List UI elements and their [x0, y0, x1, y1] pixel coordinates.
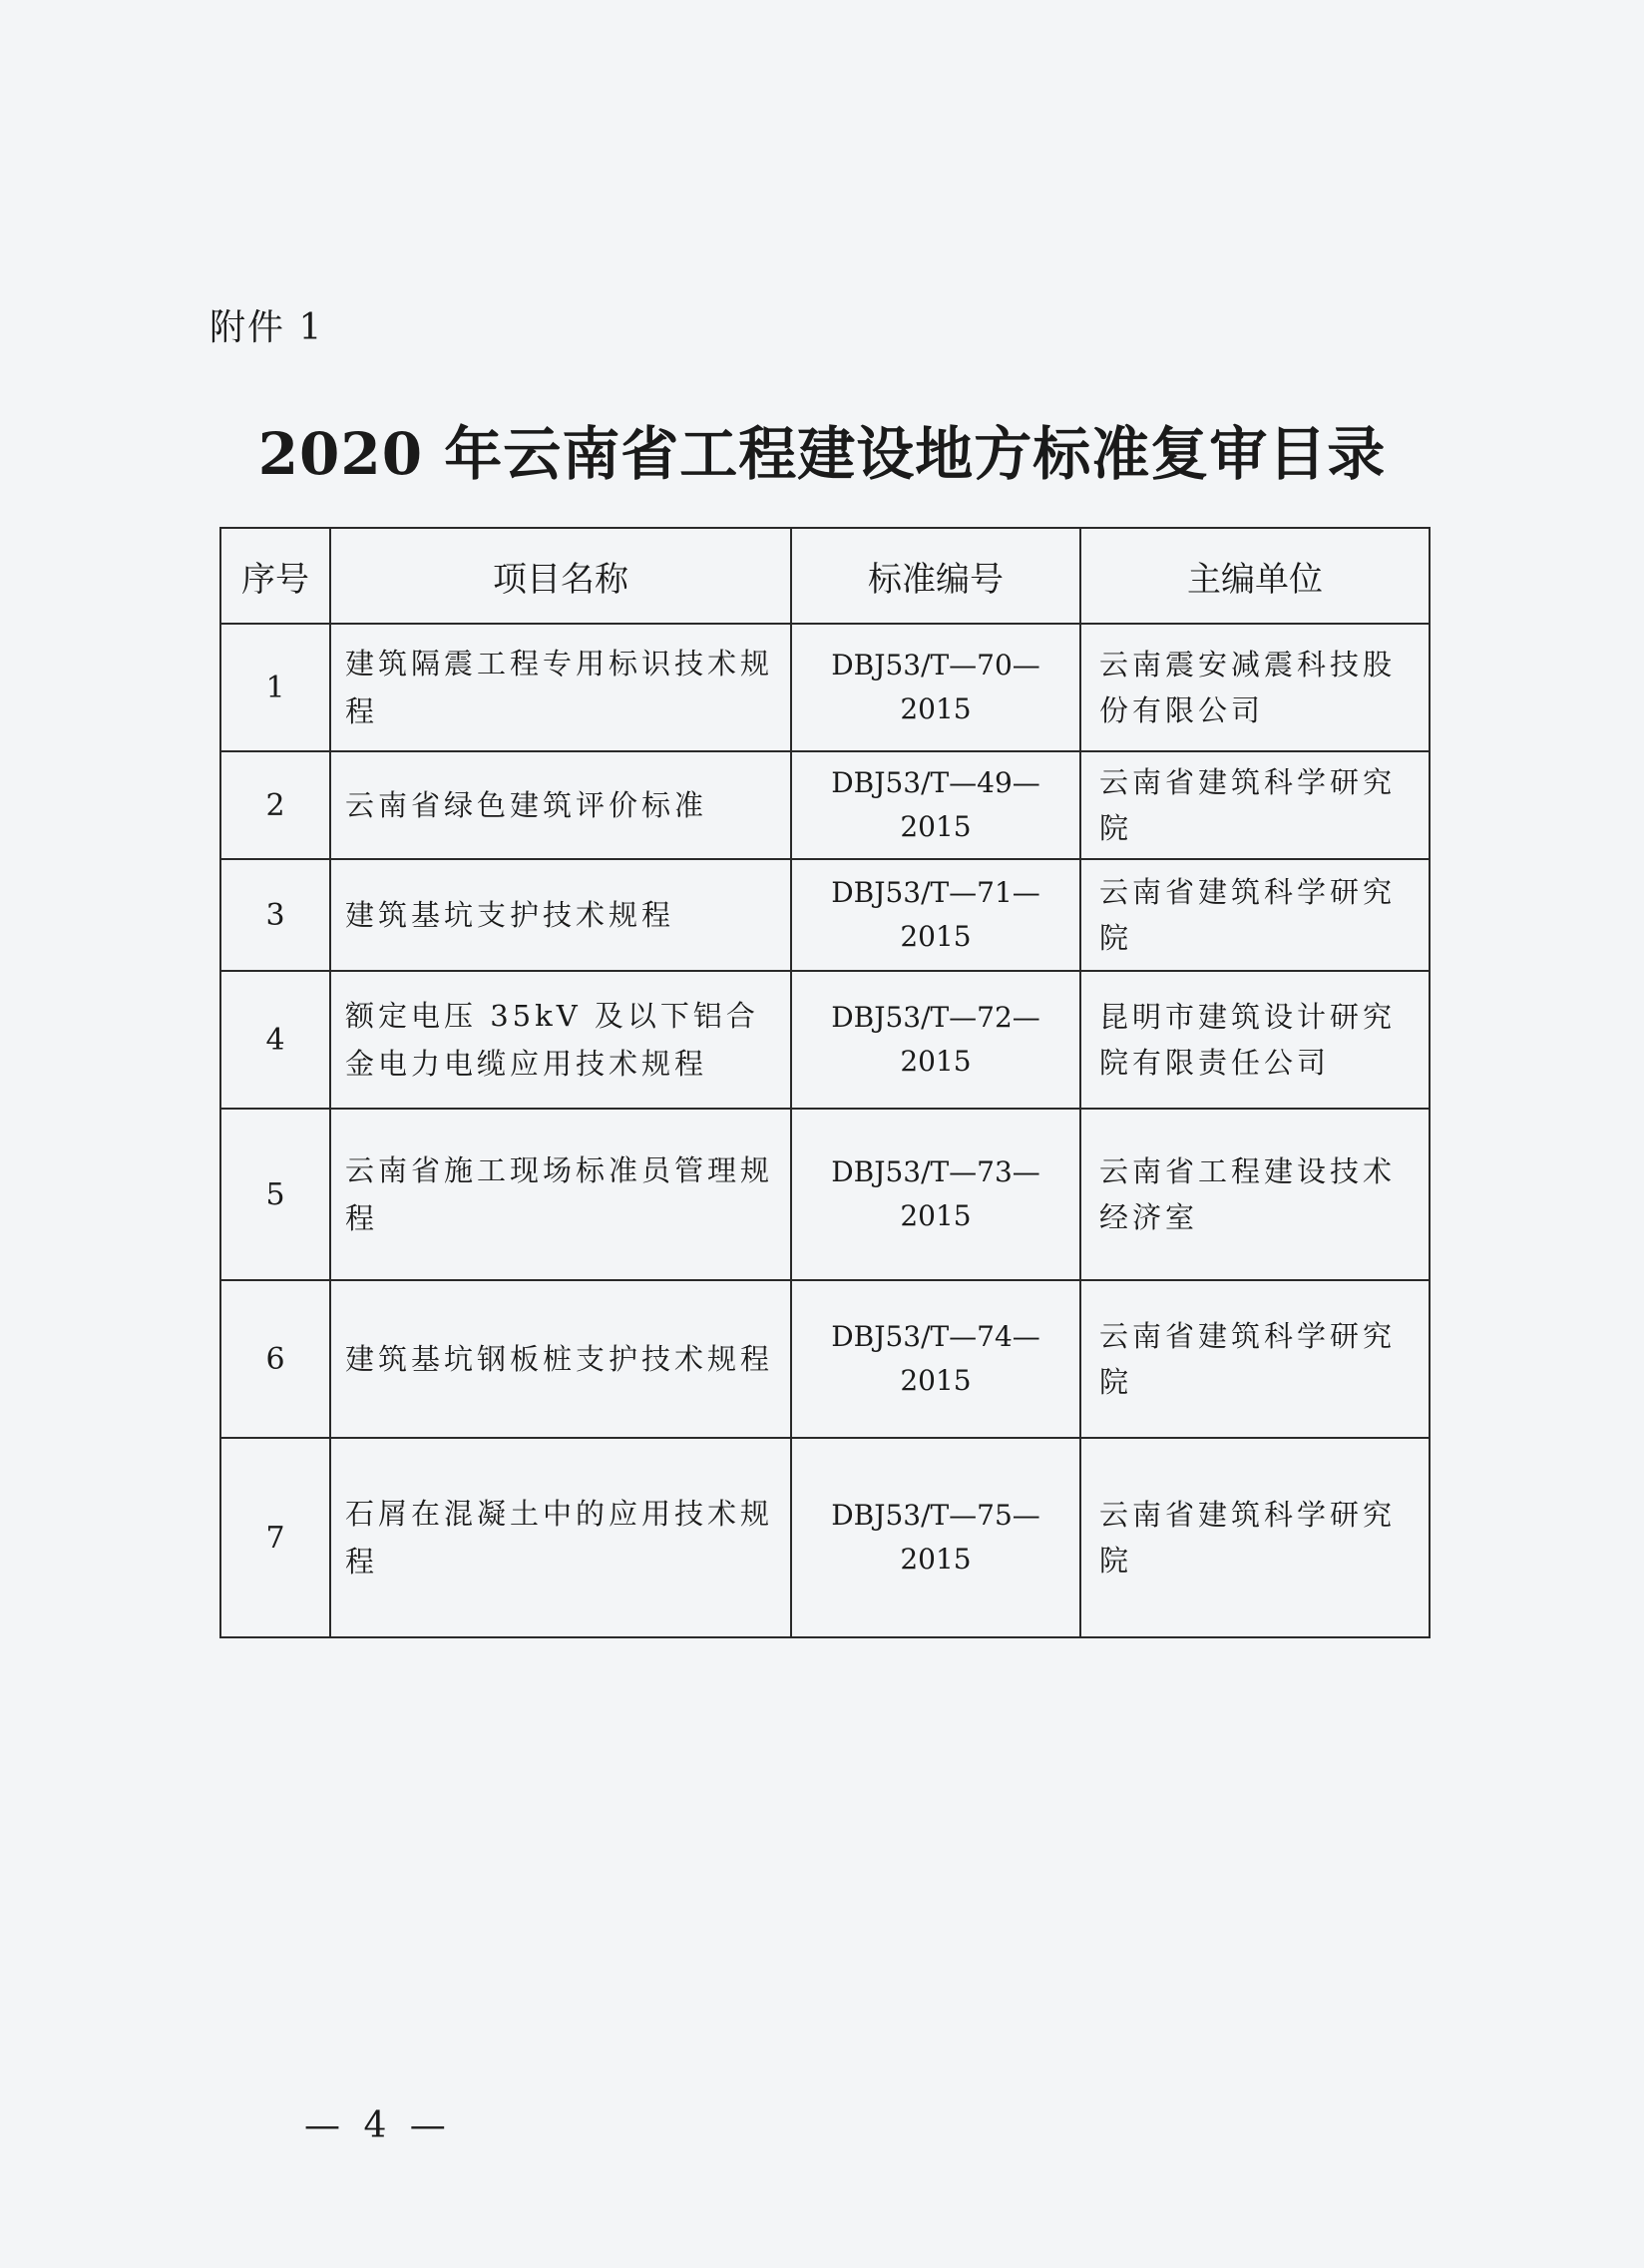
- cell-code: DBJ53/T—75—2015: [791, 1438, 1080, 1637]
- table-row: [220, 1109, 1430, 1280]
- cell-name: 建筑基坑钢板桩支护技术规程: [330, 1280, 791, 1438]
- cell-code: DBJ53/T—73—2015: [791, 1109, 1080, 1280]
- cell-unit: 昆明市建筑设计研究院有限责任公司: [1080, 971, 1430, 1109]
- cell-name: 建筑基坑支护技术规程: [330, 859, 791, 971]
- attachment-label: 附件 1: [209, 307, 324, 348]
- cell-seq: 2: [220, 751, 330, 859]
- cell-name: 额定电压 35kV 及以下铝合金电力电缆应用技术规程: [330, 971, 791, 1109]
- cell-unit: 云南省建筑科学研究院: [1080, 751, 1430, 859]
- page-title: 2020 年云南省工程建设地方标准复审目录: [257, 420, 1387, 488]
- table-row: [220, 1438, 1430, 1637]
- table-row: [220, 859, 1430, 971]
- cell-unit: 云南省建筑科学研究院: [1080, 859, 1430, 971]
- cell-unit: 云南震安减震科技股份有限公司: [1080, 624, 1430, 751]
- cell-name: 石屑在混凝土中的应用技术规程: [330, 1438, 791, 1637]
- cell-code: DBJ53/T—72—2015: [791, 971, 1080, 1109]
- column-header-seq: 序号: [220, 528, 330, 624]
- table-row: [220, 1280, 1430, 1438]
- cell-seq: 5: [220, 1109, 330, 1280]
- cell-seq: 4: [220, 971, 330, 1109]
- cell-unit: 云南省建筑科学研究院: [1080, 1438, 1430, 1637]
- cell-seq: 1: [220, 624, 330, 751]
- standards-table: [219, 527, 1431, 1638]
- cell-code: DBJ53/T—49—2015: [791, 751, 1080, 859]
- cell-seq: 7: [220, 1438, 330, 1637]
- page-number: — 4 —: [304, 2105, 452, 2146]
- cell-name: 云南省绿色建筑评价标准: [330, 751, 791, 859]
- cell-code: DBJ53/T—70—2015: [791, 624, 1080, 751]
- column-header-code: 标准编号: [791, 528, 1080, 624]
- cell-seq: 3: [220, 859, 330, 971]
- cell-name: 建筑隔震工程专用标识技术规程: [330, 624, 791, 751]
- table-header-row: [220, 528, 1430, 624]
- cell-seq: 6: [220, 1280, 330, 1438]
- table-row: [220, 751, 1430, 859]
- table-row: [220, 971, 1430, 1109]
- cell-unit: 云南省工程建设技术经济室: [1080, 1109, 1430, 1280]
- cell-name: 云南省施工现场标准员管理规程: [330, 1109, 791, 1280]
- cell-unit: 云南省建筑科学研究院: [1080, 1280, 1430, 1438]
- cell-code: DBJ53/T—74—2015: [791, 1280, 1080, 1438]
- cell-code: DBJ53/T—71—2015: [791, 859, 1080, 971]
- table-row: [220, 624, 1430, 751]
- column-header-unit: 主编单位: [1080, 528, 1430, 624]
- column-header-name: 项目名称: [330, 528, 791, 624]
